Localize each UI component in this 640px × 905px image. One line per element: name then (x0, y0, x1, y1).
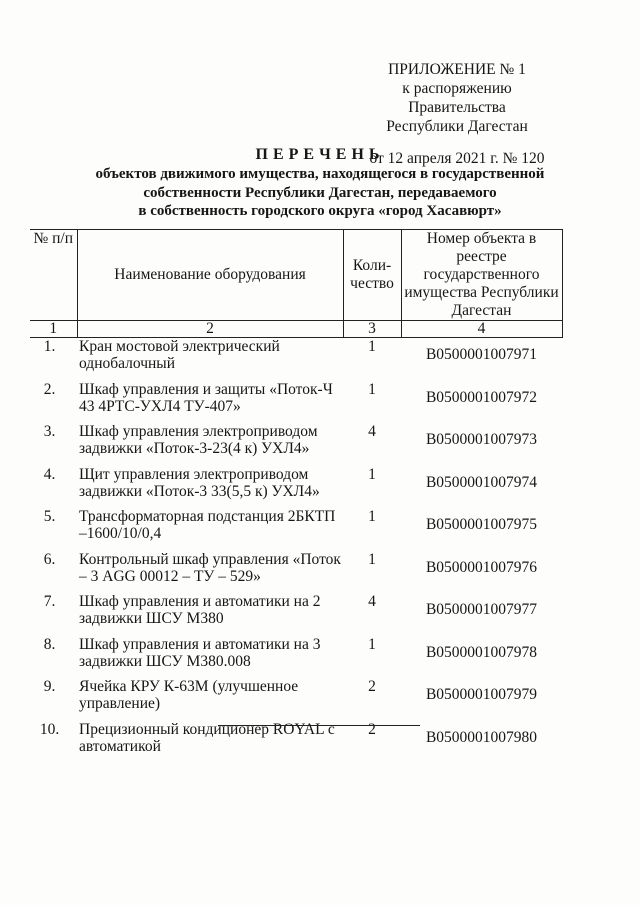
registry-number: В0500001007979 (425, 686, 538, 703)
quantity: 1 (368, 550, 376, 568)
quantity: 2 (368, 720, 376, 738)
registry-number: В0500001007975 (425, 516, 538, 533)
equipment-name: Шкаф управления и автоматики на 2 задвижки ШСУ М380 (79, 593, 321, 627)
quantity: 1 (368, 380, 376, 398)
table-body (30, 338, 562, 764)
document-subtitle-line-3: в собственность городского округа «город Хасавюрт» (138, 203, 502, 219)
quantity: 1 (368, 338, 376, 355)
registry-number: В0500001007971 (425, 346, 538, 363)
closing-divider (218, 725, 420, 726)
quantity: 1 (368, 635, 376, 653)
table-row (30, 466, 562, 509)
row-number: 9. (43, 678, 56, 695)
registry-number: В0500001007973 (425, 431, 538, 448)
table-row (30, 593, 562, 636)
table-row (30, 423, 562, 466)
row-number: 6. (43, 550, 56, 568)
table-row (30, 508, 562, 551)
appendix-reference: к распоряжению Правительства (402, 80, 512, 116)
registry-number: В0500001007977 (425, 601, 538, 618)
row-number: 1. (43, 338, 56, 355)
document-subtitle-line-2: собственности Республики Дагестан, передаваемого (143, 184, 497, 201)
registry-number: В0500001007976 (425, 558, 538, 576)
appendix-number: ПРИЛОЖЕНИЕ № 1 (388, 61, 526, 78)
table-row (30, 636, 562, 679)
header-equipment-name: Наименование оборудования (77, 230, 343, 321)
table-header-row (30, 230, 562, 321)
quantity: 4 (368, 593, 376, 610)
appendix-authority: Республики Дагестан (386, 118, 528, 135)
row-number: 3. (43, 423, 56, 440)
row-number: 7. (43, 593, 56, 610)
equipment-table (30, 229, 563, 763)
column-number: 3 (343, 321, 401, 338)
header-number: № п/п (30, 230, 77, 321)
document-heading (60, 145, 580, 221)
equipment-name: Контрольный шкаф управления «Поток – 3 AGG 00012 – ТУ – 529» (79, 550, 341, 585)
quantity: 4 (368, 423, 376, 440)
document-subtitle-line-1: объектов движимого имущества, находящегося в государственной (95, 166, 545, 182)
equipment-name: Шкаф управления и защиты «Поток-Ч 43 4РТС-УХЛ4 ТУ-407» (79, 380, 333, 415)
document-title: ПЕРЕЧЕНЬ (255, 146, 385, 163)
equipment-name: Прецизионный кондиционер ROYAL с автоматикой (79, 720, 335, 755)
quantity: 2 (368, 678, 376, 695)
equipment-name: Ячейка КРУ К-63М (улучшенное управление) (79, 678, 299, 712)
equipment-name: Кран мостовой электрический однобалочный (79, 338, 280, 372)
header-registry-number: Номер объекта в реестре государственного имущества Республики Дагестан (401, 230, 562, 321)
column-number: 4 (401, 321, 562, 338)
column-number: 2 (77, 321, 343, 338)
equipment-name: Щит управления электроприводом задвижки «Поток-3 33(5,5 к) УХЛ4» (79, 465, 320, 500)
equipment-name: Шкаф управления и автоматики на 3 задвижки ШСУ М380.008 (79, 635, 321, 670)
table-row (30, 678, 562, 721)
registry-number: В0500001007974 (425, 473, 538, 491)
row-number: 5. (43, 508, 56, 525)
appendix-date: от 12 апреля 2021 г. № 120 (369, 150, 545, 167)
table-row (30, 338, 562, 381)
quantity: 1 (368, 508, 376, 525)
column-number-row (30, 321, 562, 338)
equipment-name: Трансформаторная подстанция 2БКТП –1600/10/0,4 (79, 508, 336, 542)
quantity: 1 (368, 465, 376, 483)
row-number: 4. (43, 465, 56, 483)
table-row (30, 551, 562, 594)
table-row (30, 381, 562, 424)
row-number: 10. (39, 720, 60, 738)
registry-number: В0500001007978 (425, 643, 538, 661)
registry-number: В0500001007980 (425, 728, 538, 746)
column-number: 1 (30, 321, 77, 338)
registry-number: В0500001007972 (425, 388, 538, 406)
row-number: 8. (43, 635, 56, 653)
equipment-name: Шкаф управления электроприводом задвижки «Поток-3-23(4 к) УХЛ4» (79, 423, 318, 457)
header-quantity: Коли-чество (343, 230, 401, 321)
table-row (30, 721, 562, 764)
row-number: 2. (43, 380, 56, 398)
